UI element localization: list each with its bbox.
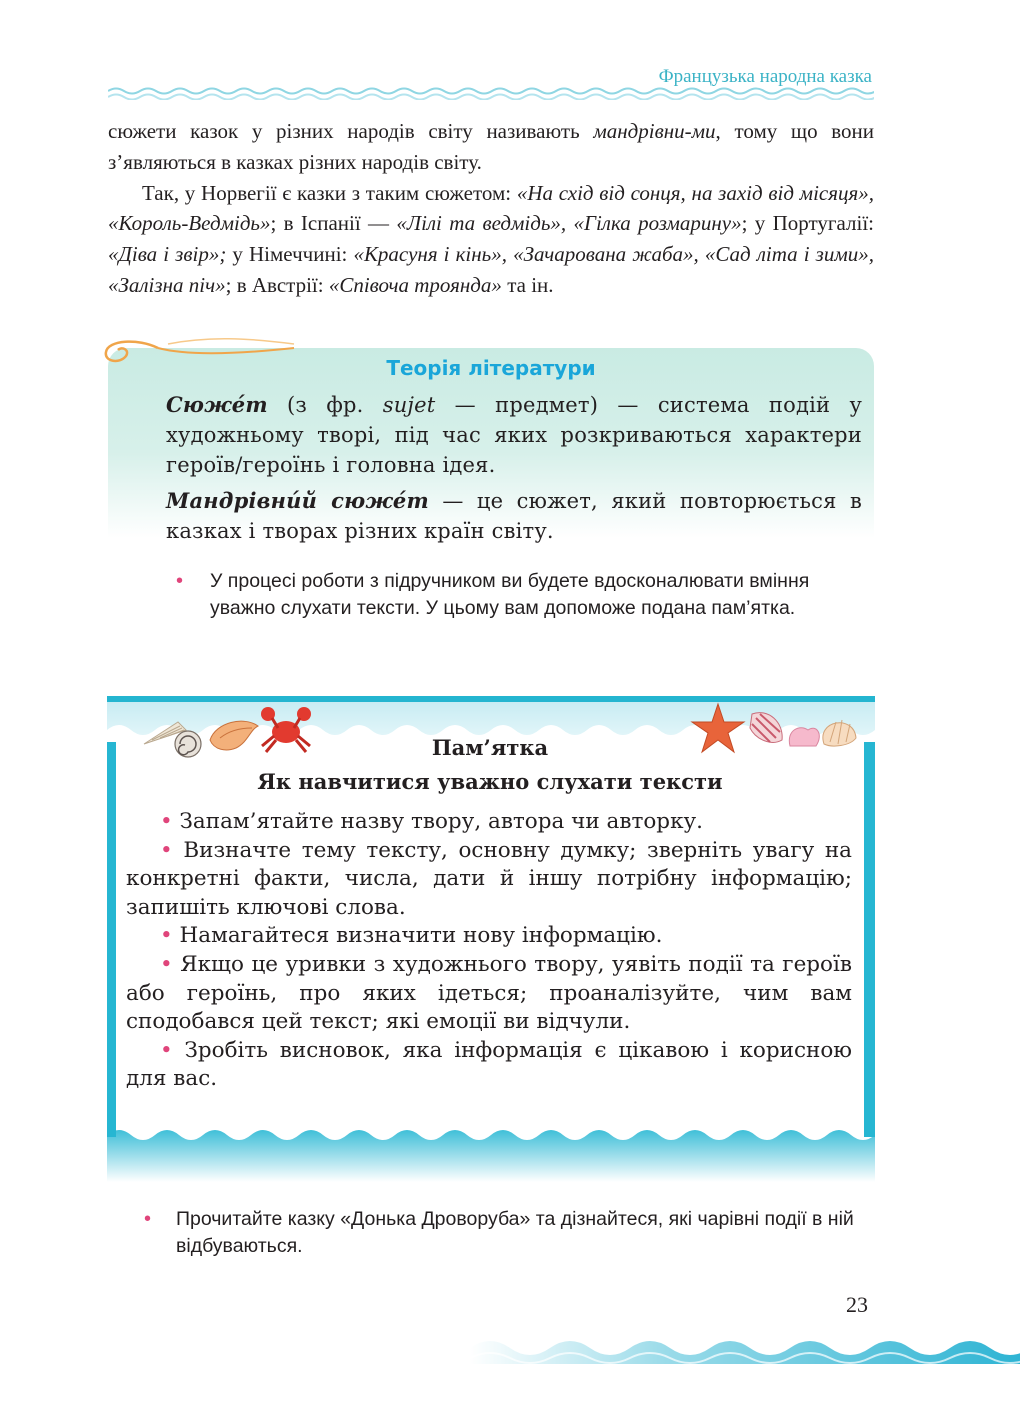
memo-bottom-wave-ornament <box>107 1125 875 1147</box>
bullet-icon: • <box>160 951 173 977</box>
memo-title: Пам’ятка <box>431 735 549 760</box>
bullet-icon: • <box>160 837 173 863</box>
definition-plot: Сюже́т (з фр. sujet — предмет) — система подій у художньому творі, під час яких розкриваються характери героїв/героїнь і головна ідея. <box>166 392 863 477</box>
memo-subtitle: Як навчитися уважно слухати тексти <box>257 769 723 794</box>
task-note-text: У процесі роботи з підручником ви будете вдосконалювати вміння уважно слухати тексти. У цьому вам допоможе подана пам’ятка. <box>210 570 810 619</box>
memo-left-border <box>107 742 116 1132</box>
memo-item: • Намагайтеся визначити нову інформацію. <box>160 923 663 949</box>
task-note-reading <box>146 1206 886 1260</box>
footer-wave-ornament <box>470 1318 1020 1378</box>
running-head: Французька народна казка <box>658 66 872 87</box>
header-wave-ornament <box>108 86 874 100</box>
memo-item: • Зробіть висновок, яка інформація є цікавою і корисною для вас. <box>126 1037 852 1092</box>
memo-item: • Запам’ятайте назву твору, автора чи авторку. <box>160 809 703 834</box>
theory-definitions <box>166 390 862 552</box>
bullet-icon: • <box>160 923 173 949</box>
bullet-icon: • <box>160 809 173 834</box>
page-number: 23 <box>846 1292 868 1317</box>
intro-paragraph-2: Так, у Норвегії є казки з таким сюжетом: «На схід від сонця, на захід від місяця», «Король-Ведмідь»; в Іспанії — «Лілі та ведмідь», «Гілка розмарину»; у Португалії: «Діва і звір»; у Німеччині: «Красуня і кінь», «Зачарована жаба», «Сад літа і зими», «Залізна піч»; в Австрії: «Співоча троянда» та ін. <box>108 180 875 297</box>
task-note-listening <box>178 568 878 622</box>
bullet-icon: • <box>160 1037 173 1063</box>
theory-title: Теорія літератури <box>386 356 596 380</box>
intro-paragraph-1: сюжети казок у різних народів світу називають мандрівни-ми, тому що вони з’являються в казках різних народів світу. <box>108 119 874 174</box>
memo-right-border <box>864 742 875 1132</box>
bullet-icon: • <box>144 1208 152 1230</box>
memo-list <box>126 808 852 1094</box>
bullet-icon: • <box>176 570 184 592</box>
task-note-text: Прочитайте казку «Донька Дроворуба» та дізнайтеся, які чарівні події в ній відбуваються. <box>176 1208 854 1257</box>
memo-item: • Якщо це уривки з художнього твору, уявіть події та героїв або героїнь, про яких ідеться; проаналізуйте, чим вам сподобався цей текст; які емоції ви відчули. <box>126 951 852 1035</box>
definition-wandering-plot: Мандрівни́й сюже́т — це сюжет, який повторюється в казках і творах різних країн світу. <box>166 488 862 543</box>
memo-item: • Визначте тему тексту, основну думку; зверніть увагу на конкретні факти, числа, дати й іншу потрібну інформацію; запишіть ключові слова. <box>126 837 852 920</box>
intro-text <box>108 116 874 301</box>
